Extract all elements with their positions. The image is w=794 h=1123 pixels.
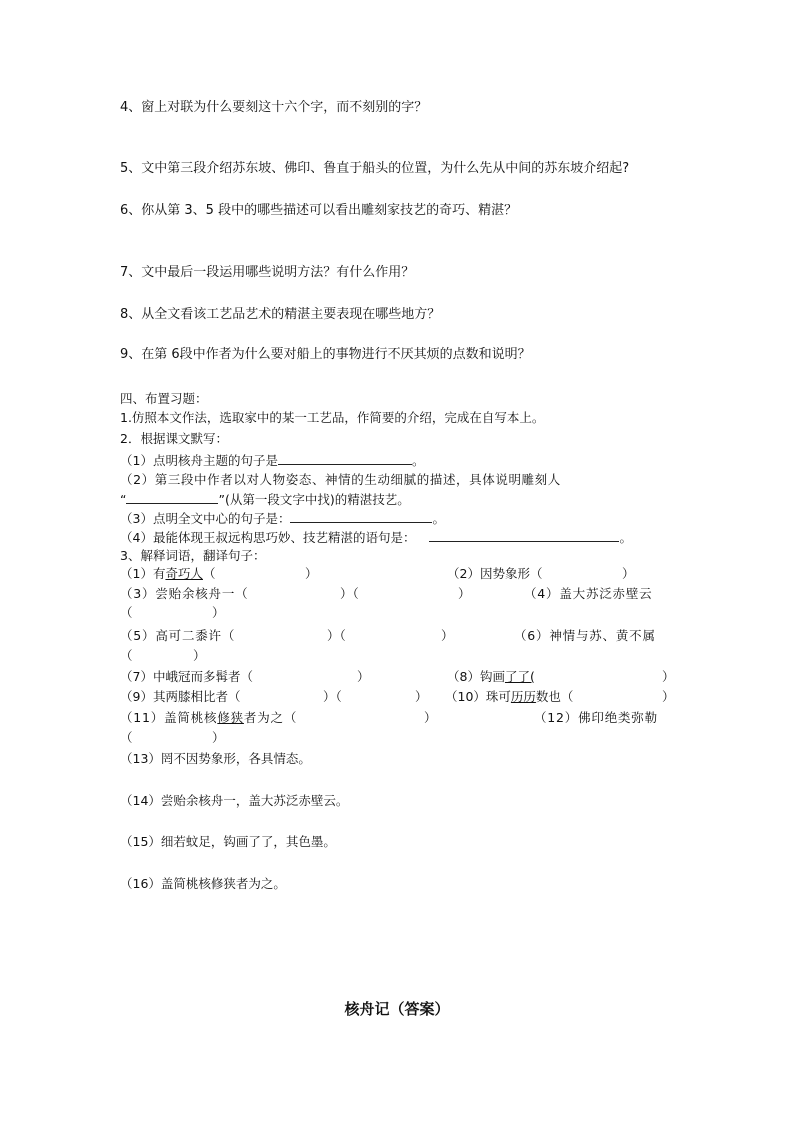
recite-4-end: 。 — [619, 530, 632, 545]
vocab-3-close: ） — [458, 586, 471, 601]
recite-2-blank[interactable] — [126, 491, 218, 504]
recite-3-end: 。 — [432, 511, 445, 526]
vocab-8 — [447, 669, 535, 685]
vocab-9: （9）其两膝相比者（ — [120, 689, 241, 704]
vocab-3: （3）尝贻余核舟一（ — [120, 586, 249, 601]
vocab-8-word: 了了( — [504, 669, 535, 684]
question-4: 4、窗上对联为什么要刻这十六个字，而不刻别的字？ — [120, 100, 428, 115]
vocab-9-close: ） — [415, 689, 428, 704]
vocab-4: （4）盖大苏泛赤壁云 — [524, 586, 653, 601]
vocab-12-cont: （ — [120, 730, 133, 745]
vocab-5-mid: ）（ — [327, 628, 346, 643]
recite-1-end: 。 — [411, 453, 425, 468]
vocab-1-pre: （1）有 — [120, 566, 166, 581]
question-8: 8、从全文看该工艺品艺术的精湛主要表现在哪些地方？ — [120, 307, 441, 322]
vocab-6-cont: （ — [120, 648, 133, 663]
answer-title: 核舟记（答案） — [344, 1000, 450, 1018]
vocab-4-close: ） — [212, 605, 225, 620]
question-5: 5、文中第三段介绍苏东坡、佛印、鲁直于船头的位置，为什么先从中间的苏东坡介绍起? — [120, 161, 630, 176]
recite-4-text: （4）最能体现王叔远构思巧妙、技艺精湛的语句是： — [120, 530, 416, 545]
vocab-10 — [445, 689, 573, 705]
vocab-10-word: 历历 — [510, 689, 536, 704]
vocab-10-post: 数也（ — [535, 689, 574, 704]
vocab-10-close: ） — [662, 689, 675, 704]
recite-2-close: ”(从第一段文字中找)的精湛技艺。 — [218, 492, 410, 507]
vocab-1-open: （ — [202, 566, 216, 581]
recite-3 — [120, 510, 445, 527]
recite-2-line-a: （2）第三段中作者以对人物姿态、神情的生动细腻的描述，具体说明雕刻人 — [120, 472, 561, 487]
vocab-5-close: ） — [441, 628, 454, 643]
vocab-1-close: ） — [305, 566, 318, 581]
translate-15: （15）细若蚊足，钩画了了，其色墨。 — [120, 834, 336, 849]
recite-3-blank[interactable] — [290, 510, 432, 523]
recite-2-open-quote: “ — [120, 492, 127, 507]
vocab-2: （2）因势象形（ — [447, 566, 543, 581]
question-7: 7、文中最后一段运用哪些说明方法？有什么作用？ — [120, 265, 415, 280]
vocab-4-cont: （ — [120, 605, 133, 620]
recite-1 — [120, 452, 424, 469]
vocab-11 — [120, 710, 297, 726]
vocab-6-close: ） — [193, 648, 206, 663]
vocab-7-close: ） — [357, 669, 370, 684]
recite-2-line-b — [120, 491, 410, 508]
vocab-2-close: ） — [622, 566, 635, 581]
vocab-11-close: ） — [424, 710, 437, 725]
vocab-5: （5）高可二黍许（ — [120, 628, 236, 643]
exercise-1: 1.仿照本文作法，选取家中的某一工艺品，作简要的介绍，完成在自写本上。 — [120, 410, 545, 425]
vocab-11-post: 者为之（ — [243, 710, 298, 725]
vocab-1-word: 奇巧人 — [165, 566, 203, 581]
vocab-8-pre: （8）钩画 — [447, 669, 505, 684]
vocab-1 — [120, 566, 215, 582]
vocab-9-mid: ）（ — [323, 689, 342, 704]
exercise-2: 2．根据课文默写： — [120, 431, 228, 446]
vocab-6: （6）神情与苏、黄不属 — [514, 628, 656, 643]
translate-14: （14）尝贻余核舟一，盖大苏泛赤壁云。 — [120, 793, 349, 808]
recite-1-blank[interactable] — [278, 452, 412, 465]
section-heading: 四、布置习题： — [120, 391, 208, 406]
translate-13: （13）罔不因势象形，各具情态。 — [120, 751, 311, 766]
vocab-7: （7）中峨冠而多髯者（ — [120, 669, 253, 684]
vocab-10-pre: （10）珠可 — [445, 689, 511, 704]
recite-1-text: （1）点明核舟主题的句子是 — [120, 453, 278, 468]
vocab-11-word: 修狭 — [217, 710, 244, 725]
vocab-12: （12）佛印绝类弥勒 — [534, 710, 658, 725]
translate-16: （16）盖简桃核修狭者为之。 — [120, 876, 286, 891]
exercise-3: 3、解释词语，翻译句子： — [120, 548, 266, 563]
vocab-8-close: ） — [662, 669, 675, 684]
recite-4-blank[interactable] — [429, 529, 619, 542]
question-9: 9、在第 6段中作者为什么要对船上的事物进行不厌其烦的点数和说明？ — [120, 347, 531, 362]
recite-4 — [120, 529, 632, 546]
vocab-3-mid: ）（ — [340, 586, 359, 601]
recite-3-text: （3）点明全文中心的句子是： — [120, 511, 291, 526]
vocab-11-pre: （11）盖简桃核 — [120, 710, 218, 725]
vocab-12-close: ） — [212, 730, 225, 745]
question-6: 6、你从第 3、5 段中的哪些描述可以看出雕刻家技艺的奇巧、精湛？ — [120, 203, 518, 218]
